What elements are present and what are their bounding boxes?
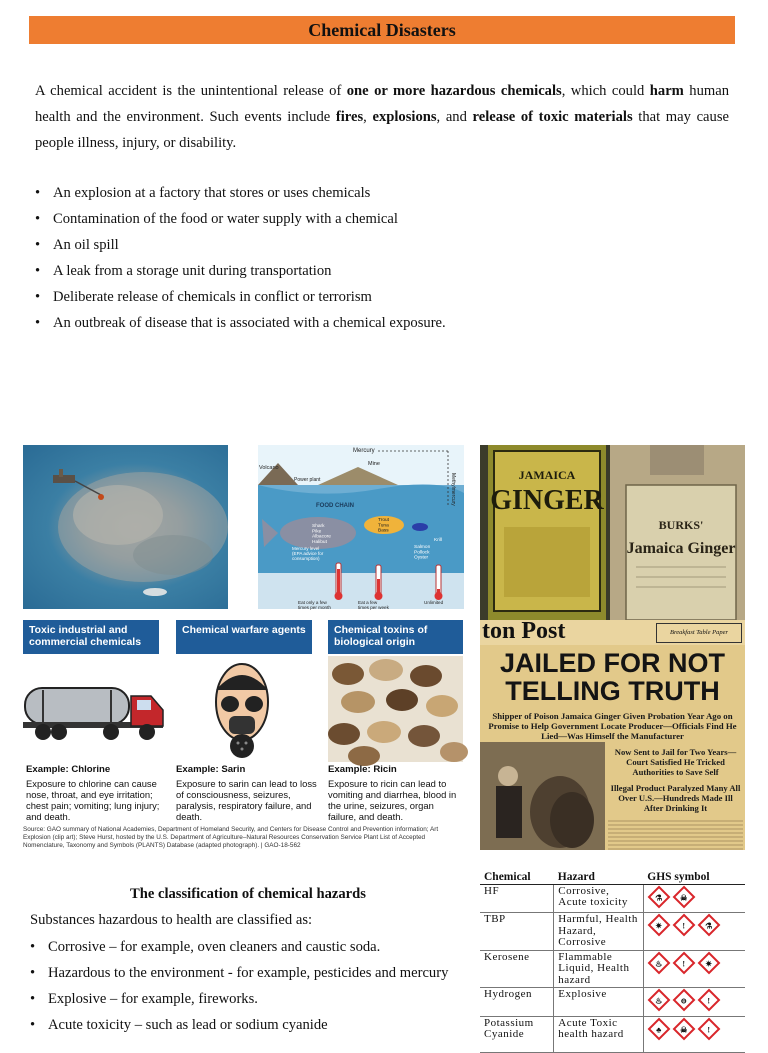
gao-header-biological: Chemical toxins of biological origin — [328, 620, 463, 654]
page-title: Chemical Disasters — [308, 19, 456, 40]
cell-chemical: Potassium Cyanide — [480, 1016, 554, 1052]
intro-bold: fires — [335, 109, 364, 125]
classification-list — [30, 934, 470, 1038]
cell-ghs-symbols — [643, 884, 745, 913]
col-hazard: Hazard — [554, 872, 643, 884]
mercury-food-chain-diagram — [258, 445, 464, 609]
ginger-right-main: Jamaica Ginger — [626, 540, 736, 557]
exclamation-icon — [673, 952, 695, 974]
headline-line-2: TELLING TRUTH — [505, 676, 720, 706]
cell-hazard: Explosive — [554, 988, 643, 1017]
headline-line-1: JAILED FOR NOT — [499, 648, 725, 678]
gao-desc-sarin: Exposure to sarin can lead to loss of consciousness, seizures, paralysis, respiratory failure, and death. — [176, 778, 317, 822]
svg-text:!: ! — [707, 1025, 711, 1034]
svg-text:⚗: ⚗ — [654, 893, 663, 902]
health-hazard-icon — [698, 952, 720, 974]
gas-mask-icon — [211, 660, 273, 760]
flame-icon — [648, 989, 670, 1011]
krill-label: Krill — [434, 538, 442, 543]
castor-beans-photo — [328, 656, 463, 762]
food-chain-label: FOOD CHAIN — [316, 503, 354, 509]
gao-example-sarin: Example: Sarin — [176, 764, 246, 775]
cell-ghs-symbols — [643, 1016, 745, 1052]
skull-icon — [673, 1018, 695, 1040]
title-bar — [29, 16, 735, 44]
intro-text: that may cause people illness, injury, or disability. — [35, 109, 729, 151]
advice-2-label: Eat a few times per week — [358, 600, 389, 611]
classification-intro: Substances hazardous to health are classified as: — [30, 912, 313, 928]
gao-example-chlorine: Example: Chlorine — [26, 764, 111, 775]
methylmercury-label: Methylmercury — [450, 473, 456, 506]
jamaica-ginger-photo — [480, 445, 745, 620]
intro-text: human health and the environment. Such events include — [35, 83, 730, 125]
intro-bold: one or more hazardous chemicals — [346, 83, 562, 99]
gao-desc-chlorine: Exposure to chlorine can cause nose, throat, and eye irritation; chest pain; vomiting; lung injury; and death. — [26, 778, 160, 822]
svg-text:!: ! — [707, 996, 711, 1006]
svg-text:✷: ✷ — [655, 921, 663, 931]
tanker-truck-icon — [23, 674, 165, 754]
table-row — [480, 950, 745, 988]
intro-text: , — [363, 109, 373, 125]
svg-text:♨: ♨ — [654, 996, 663, 1006]
hazard-table — [480, 871, 745, 1040]
gao-chemical-categories-figure — [23, 620, 463, 855]
list-item: • Corrosive – for example, oven cleaners and caustic soda. — [30, 934, 470, 960]
gao-header-warfare: Chemical warfare agents — [176, 620, 312, 654]
volcano-label: Volcano — [259, 465, 279, 471]
svg-text:☠: ☠ — [679, 1025, 688, 1034]
col-chemical: Chemical — [480, 872, 554, 884]
mercury-level-label: Mercury level (EPA advice for consumption) — [292, 546, 324, 562]
gao-desc-ricin: Exposure to ricin can lead to vomiting and diarrhea, blood in the urine, seizures, organ failure, and death. — [328, 778, 457, 822]
power-plant-label: Power plant — [294, 477, 321, 483]
cell-hazard: Harmful, Health Hazard, Corrosive — [554, 913, 643, 951]
newspaper-clipping — [480, 620, 745, 850]
list-item: • Acute toxicity – such as lead or sodium cyanide — [30, 1012, 470, 1038]
corrosion-icon — [698, 914, 720, 936]
mine-label: Mine — [368, 461, 380, 467]
table-row — [480, 988, 745, 1017]
list-item: • Deliberate release of chemicals in conflict or terrorism — [35, 284, 735, 310]
ginger-right-brand: BURKS' — [658, 518, 704, 532]
cell-hazard: Flammable Liquid, Health hazard — [554, 950, 643, 988]
svg-text:♣: ♣ — [655, 1025, 662, 1034]
cell-hazard: Corrosive, Acute toxicity — [554, 884, 643, 913]
table-row — [480, 913, 745, 951]
gao-source-note: Source: GAO summary of National Academies, Department of Homeland Security, and Centers for Disease Control and Prevention information; Art Explosion (clip art); Steve Hurst, hosted by the U.S. Department of Agriculture–Natural Resources Conservation Service Plant List of Accepted Nomenclature, Taxonomy and Symbols (PLANTS) Database (adapted photograph). | GAO-18-562 — [23, 826, 439, 849]
big-fish-label: Shark Pike Albacore Halibut — [312, 524, 331, 545]
exclamation-icon — [698, 989, 720, 1011]
intro-paragraph — [35, 78, 729, 156]
examples-list — [35, 180, 735, 336]
intro-text: A chemical accident is the unintentional release of — [35, 83, 347, 99]
table-row — [480, 1016, 745, 1052]
gas-cylinder-icon — [673, 989, 695, 1011]
gao-example-ricin: Example: Ricin — [328, 764, 397, 775]
intro-bold: explosions — [372, 109, 437, 125]
advice-3-label: Unlimited — [424, 600, 444, 605]
svg-text:!: ! — [682, 959, 686, 968]
skull-icon — [673, 886, 695, 908]
cell-ghs-symbols — [643, 950, 745, 988]
classification-title: The classification of chemical hazards — [130, 886, 366, 902]
list-item: • Hazardous to the environment - for example, pesticides and mercury — [30, 960, 470, 986]
cell-hazard: Acute Toxic health hazard — [554, 1016, 643, 1052]
ginger-left-top: JAMAICA — [518, 468, 576, 482]
corrosion-icon — [648, 886, 670, 908]
cell-ghs-symbols — [643, 988, 745, 1017]
svg-text:⊖: ⊖ — [680, 996, 688, 1006]
svg-text:♨: ♨ — [654, 959, 663, 968]
mid-fish-label: Trout Tuna Bass — [378, 518, 390, 534]
newspaper-banner: Breakfast Table Paper — [656, 623, 742, 643]
intro-text: , and — [436, 109, 473, 125]
gao-header-industrial: Toxic industrial and commercial chemicals — [23, 620, 159, 654]
newspaper-photo — [480, 742, 605, 850]
cell-chemical: Hydrogen — [480, 988, 554, 1017]
list-item: • Explosive – for example, fireworks. — [30, 986, 470, 1012]
newspaper-side-1: Now Sent to Jail for Two Years—Court Satisfied He Tricked Authorities to Save Self — [614, 747, 737, 777]
intro-text: , which could — [561, 83, 650, 99]
advice-1-label: Eat only a few times per month — [298, 600, 331, 611]
newspaper-subhead: Shipper of Poison Jamaica Ginger Given Probation Year Ago on Promise to Help Government Locate Producer—Officials Find He Lied—Was Himself the Manufacturer — [488, 711, 737, 741]
svg-text:✷: ✷ — [705, 959, 713, 968]
exclamation-icon — [698, 1018, 720, 1040]
small-fish-label: Salmon Pollock Oyster — [414, 545, 431, 561]
list-item: • An oil spill — [35, 232, 735, 258]
cell-ghs-symbols — [643, 913, 745, 951]
list-item: • An outbreak of disease that is associated with a chemical exposure. — [35, 310, 735, 336]
cell-chemical: HF — [480, 884, 554, 913]
newspaper-masthead: ton Post — [482, 618, 566, 644]
environment-icon — [648, 1018, 670, 1040]
oil-spill-photo — [23, 445, 228, 609]
exclamation-icon — [673, 914, 695, 936]
ginger-left-main: GINGER — [490, 485, 604, 516]
cell-chemical: Kerosene — [480, 950, 554, 988]
list-item: • An explosion at a factory that stores or uses chemicals — [35, 180, 735, 206]
intro-bold: harm — [649, 83, 684, 99]
svg-text:!: ! — [682, 921, 686, 931]
mercury-label: Mercury — [353, 448, 375, 454]
svg-text:☠: ☠ — [679, 893, 688, 902]
cell-chemical: TBP — [480, 913, 554, 951]
flame-icon — [648, 952, 670, 974]
list-item: • A leak from a storage unit during transportation — [35, 258, 735, 284]
list-item: • Contamination of the food or water supply with a chemical — [35, 206, 735, 232]
table-row — [480, 884, 745, 913]
col-ghs-symbol: GHS symbol — [643, 872, 745, 884]
svg-text:⚗: ⚗ — [704, 921, 713, 931]
health-hazard-icon — [648, 914, 670, 936]
intro-bold: release of toxic materials — [472, 109, 633, 125]
newspaper-side-2: Illegal Product Paralyzed Many All Over U.S.—Hundreds Made Ill After Drinking It — [610, 783, 741, 813]
